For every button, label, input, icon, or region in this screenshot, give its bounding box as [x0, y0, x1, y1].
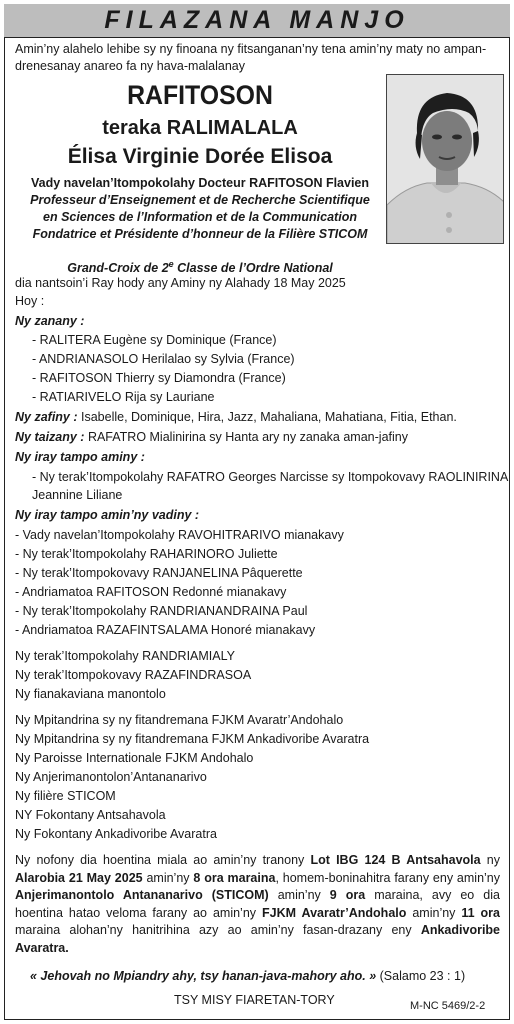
reference-code: M-NC 5469/2-2 — [410, 1000, 486, 1012]
iray-tampo-heading: Ny iray tampo aminy : — [15, 450, 145, 464]
list-item: - Andriamatoa RAFITOSON Redonné mianakavy — [15, 585, 287, 599]
spouse-line: Vady navelan’Itompokolahy Docteur RAFITOSON Flavien — [30, 176, 370, 190]
title-line-2: en Sciences de l’Information et de la Communication — [43, 210, 357, 224]
title-line-1: Professeur d’Enseignement et de Recherche Scientifique — [30, 193, 370, 207]
funeral-time-2: 9 ora — [329, 888, 366, 902]
list-item: - RALITERA Eugène sy Dominique (France) — [32, 333, 277, 347]
list-item: - ANDRIANASOLO Herilalao sy Sylvia (France) — [32, 352, 295, 366]
funeral-venue-1: Anjerimanontolo Antananarivo (STICOM) — [15, 888, 269, 902]
banner-title: FILAZANA MANJO — [104, 6, 410, 34]
funeral-text: amin’ny — [406, 905, 462, 920]
funeral-date: Alarobia 21 May 2025 — [15, 870, 143, 885]
taizany-text: RAFATRO Mialinirina sy Hanta ary ny zanaka aman-jafiny — [84, 430, 408, 444]
honor-prefix: Grand-Croix de 2 — [67, 261, 169, 276]
list-item: - Ny terak’Itompokolahy RAFATRO Georges Narcisse sy Itompokovavy RAOLINIRINA — [32, 470, 509, 484]
list-item: Ny Mpitandrina sy ny fitandremana FJKM Ankadivoribe Avaratra — [15, 732, 370, 746]
list-item: Ny filière STICOM — [15, 789, 116, 803]
banner — [4, 4, 510, 38]
deceased-maiden-name: teraka RALIMALALA — [102, 117, 298, 139]
funeral-text: maraina alohan’ny hanitrihina azy ao amin’ny fasan-drazany eny — [15, 923, 421, 937]
hoy-label: Hoy : — [15, 294, 45, 308]
death-notice: dia nantsoin’i Ray hody any Aminy ny Alahady 18 May 2025 — [15, 276, 346, 290]
funeral-time-3: 11 ora — [461, 905, 500, 920]
list-item: Ny Mpitandrina sy ny fitandremana FJKM Avaratr’Andohalo — [15, 713, 344, 727]
deceased-surname: RAFITOSON — [127, 80, 273, 110]
taizany-line — [15, 429, 408, 446]
funeral-text: maraina, avy eo dia hoentina hatao veloma farany ao amin’ny — [15, 888, 500, 920]
funeral-address: Lot IBG 124 B Antsahavola — [310, 853, 481, 867]
list-item: Ny Anjerimanontolon’Antananarivo — [15, 770, 207, 784]
honor-suffix: Classe de l’Ordre National — [173, 261, 333, 276]
burial-place: Ankadivoribe Avaratra. — [15, 923, 500, 955]
zafiny-line — [15, 409, 457, 426]
list-item: - Ny terak’Itompokovavy RANJANELINA Pâquerette — [15, 566, 303, 580]
list-item: NY Fokontany Antsahavola — [15, 808, 166, 822]
portrait-image — [387, 75, 504, 244]
funeral-text: amin’ny — [142, 870, 194, 885]
list-item: - Ny terak’Itompokolahy RAHARINORO Juliette — [15, 547, 278, 561]
funeral-time-1: 8 ora maraina — [193, 870, 276, 885]
title-line-3: Fondatrice et Présidente d’honneur de la Filière STICOM — [32, 227, 368, 241]
list-item: Ny Paroisse Internationale FJKM Andohalo — [15, 751, 254, 765]
honor-line — [15, 256, 385, 277]
funeral-venue-2: FJKM Avaratr’Andohalo — [261, 905, 407, 920]
list-item: - Andriamatoa RAZAFINTSALAMA Honoré mianakavy — [15, 623, 316, 637]
intro-text: Amin’ny alahelo lehibe sy ny finoana ny fitsanganan’ny tena amin’ny maty no ampan-drenesanay anareo fa ny hava-malalanay — [15, 42, 487, 73]
iray-tampo-vadiny-heading: Ny iray tampo amin’ny vadiny : — [15, 508, 200, 522]
list-item: Ny fianakaviana manontolo — [15, 687, 166, 701]
funeral-details — [15, 852, 500, 957]
list-item: Jeannine Liliane — [32, 488, 123, 502]
zanany-heading: Ny zanany : — [15, 314, 85, 328]
deceased-portrait — [386, 74, 504, 244]
taizany-heading: Ny taizany : — [15, 430, 85, 444]
list-item: Ny terak’Itompokovavy RAZAFINDRASOA — [15, 668, 252, 682]
funeral-text: Ny nofony dia hoentina miala ao amin’ny tranony — [15, 853, 311, 867]
list-item: Ny Fokontany Ankadivoribe Avaratra — [15, 827, 217, 841]
funeral-text: amin’ny — [268, 888, 330, 902]
honor-sup: e — [168, 259, 174, 269]
list-item: - Vady navelan’Itompokolahy RAVOHITRARIVO mianakavy — [15, 528, 344, 542]
zafiny-text: Isabelle, Dominique, Hira, Jazz, Mahaliana, Mahatiana, Fitia, Ethan. — [77, 410, 457, 424]
list-item: - RATIARIVELO Rija sy Lauriane — [32, 390, 215, 404]
verse-reference: (Salamo 23 : 1) — [376, 969, 466, 983]
no-flowers-note: TSY MISY FIARETAN-TORY — [174, 993, 335, 1007]
zafiny-heading: Ny zafiny : — [15, 410, 78, 424]
list-item: - Ny terak’Itompokolahy RANDRIANANDRAINA Paul — [15, 604, 308, 618]
deceased-given-names: Élisa Virginie Dorée Elisoa — [67, 145, 333, 168]
funeral-text: ny — [480, 853, 500, 867]
funeral-text: , homem-boninahitra farany eny amin’ny — [275, 870, 500, 885]
list-item: Ny terak’Itompokolahy RANDRIAMIALY — [15, 649, 235, 663]
list-item: - RAFITOSON Thierry sy Diamondra (France) — [32, 371, 286, 385]
verse-quote: « Jehovah no Mpiandry ahy, tsy hanan-java-mahory aho. » — [30, 969, 377, 983]
bible-verse — [30, 968, 465, 985]
